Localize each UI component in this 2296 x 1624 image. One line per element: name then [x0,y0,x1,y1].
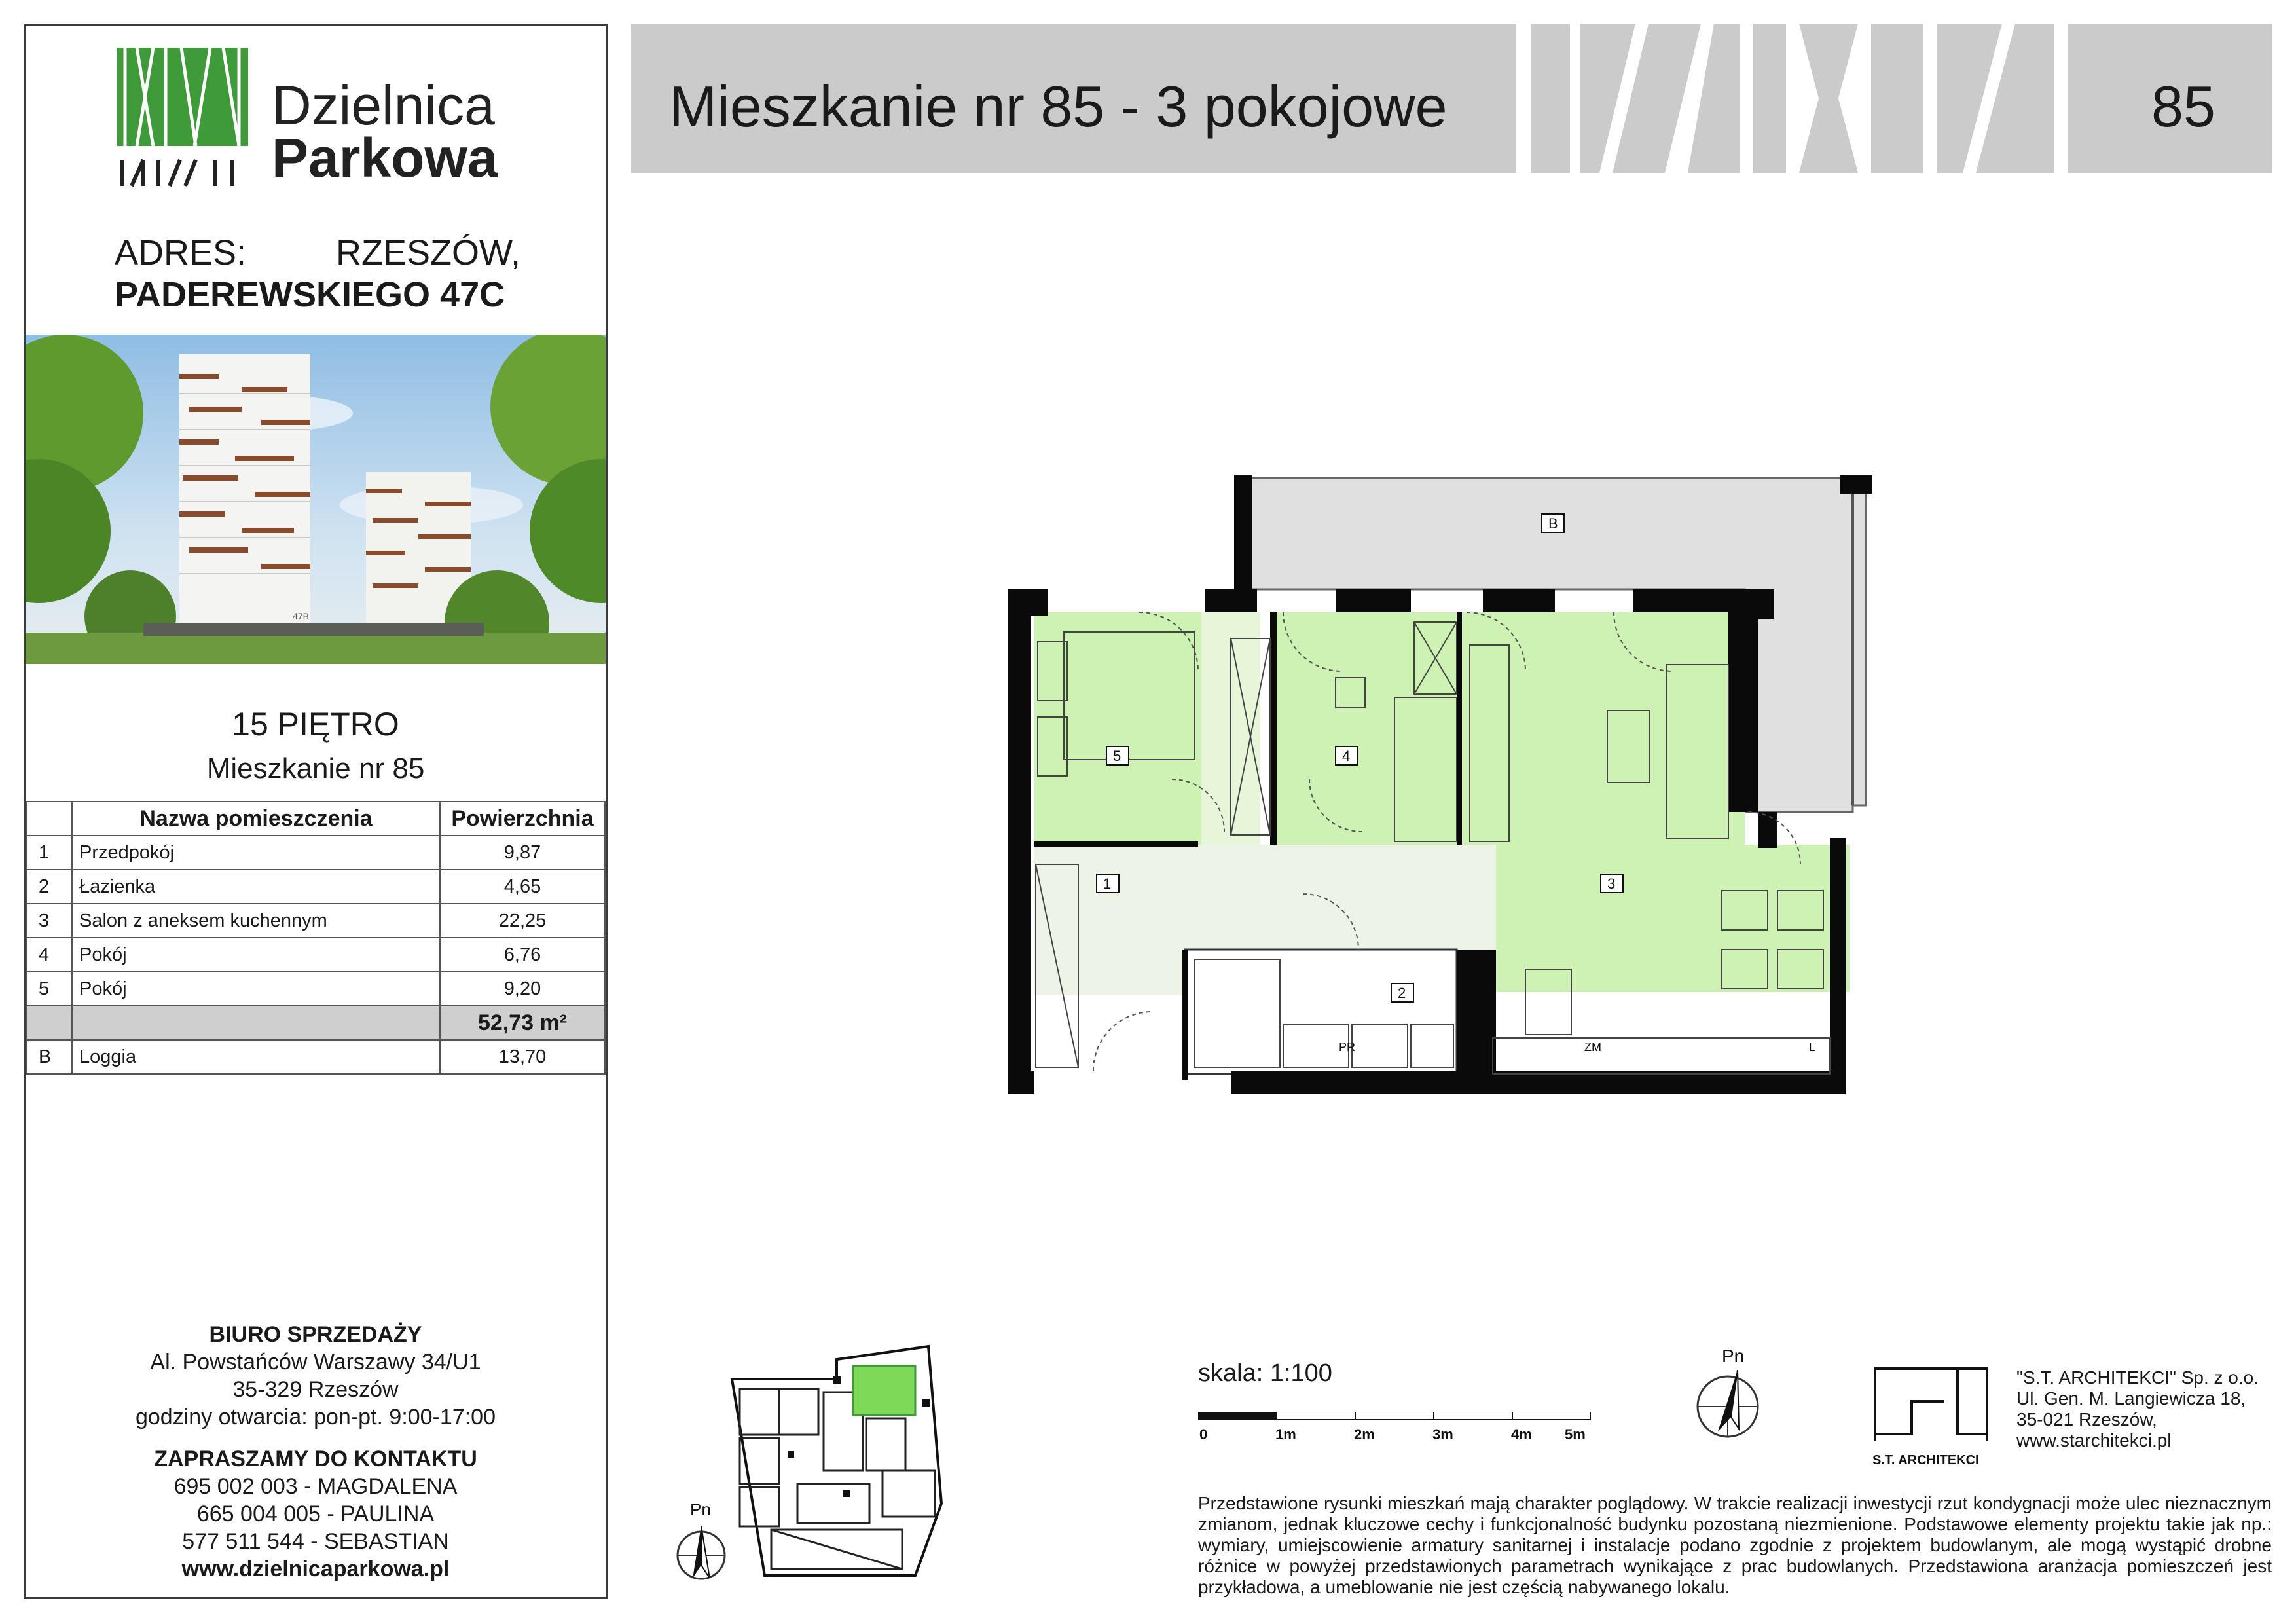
row-area: 9,87 [440,836,605,870]
building-photo [26,335,606,664]
phone-3[interactable]: 577 511 544 - SEBASTIAN [182,1529,449,1554]
mini-compass-icon [672,1500,731,1585]
row-area: 22,25 [440,904,605,938]
address-line-1 [115,232,520,273]
table-header-name: Nazwa pomieszczenia [72,802,440,836]
brand-logo [26,26,606,215]
scale-tick: 2m [1354,1426,1375,1443]
office-title: BIURO SPRZEDAŻY [209,1322,422,1347]
total-area: 52,73 m² [440,1006,605,1040]
left-panel [24,24,608,1599]
floor-label: 15 PIĘTRO [232,706,399,743]
scale-bar [1198,1412,1591,1451]
scale-tick: 5m [1565,1426,1586,1443]
table-row [26,938,605,972]
total-empty-num [26,1006,72,1040]
label-l: L [1809,1041,1816,1054]
disclaimer-text: Przedstawione rysunki mieszkań mają charakter poglądowy. W trakcie realizacji inwestycji rzut kondygnacji może ulec nieznacznym zmianom, jednak kluczowe cechy i funkcjonalność budynku pozostaną niezmienione. Podstawowe elementy projektu takie jak np.: wymiary, umiejscowienie armatury sanitarnej i instalacje podano zgodnie z projektem budowlanym, ale mogą wystąpić drobne różnice w powyżej przedstawionych parametrach wynikające z prac budowlanych. Przedstawiona aranżacja pomieszczeń jest przykładowa, a umeblowanie nie jest częścią nabywanego lokalu. [1198,1493,2272,1597]
mini-compass-label: Pn [690,1500,711,1519]
rooms-table [26,801,606,1075]
row-name: Łazienka [72,870,440,904]
row-name: Pokój [72,972,440,1006]
compass-label: Pn [1722,1346,1745,1366]
row-num: 5 [26,972,72,1006]
address-street: PADEREWSKIEGO 47C [115,275,505,314]
room-3-kitchen [1496,845,1850,992]
row-num: 2 [26,870,72,904]
table-total-row [26,1006,605,1040]
row-area: 6,76 [440,938,605,972]
table-row [26,870,605,904]
row-num: 1 [26,836,72,870]
scale-tick: 0 [1199,1426,1208,1443]
room-2 [1185,950,1457,1074]
row-name: Przedpokój [72,836,440,870]
scale-tick: 1m [1275,1426,1296,1443]
row-area: 9,20 [440,972,605,1006]
row-name: Pokój [72,938,440,972]
row-num: B [26,1040,72,1074]
total-empty-name [72,1006,440,1040]
floor-plan [1008,465,1886,1094]
table-header-area: Powierzchnia [440,802,605,836]
table-row-loggia [26,1040,605,1074]
table-row [26,904,605,938]
address-city: RZESZÓW, [336,233,520,272]
header-bar [631,24,1516,173]
table-header-num [26,802,72,836]
label-room-5: 5 [1113,748,1121,764]
office-city: 35-329 Rzeszów [232,1377,399,1402]
row-num: 3 [26,904,72,938]
row-area: 13,70 [440,1040,605,1074]
label-room-4: 4 [1342,748,1351,764]
architect-website[interactable]: www.starchitekci.pl [2016,1430,2172,1450]
header-decoration [1531,24,2107,173]
office-hours: godziny otwarcia: pon-pt. 9:00-17:00 [135,1405,496,1430]
architect-city: 35-021 Rzeszów, [2016,1409,2157,1430]
address-label: ADRES: [115,233,247,272]
office-street: Al. Powstańców Warszawy 34/U1 [150,1350,481,1375]
logo-sub-icon [117,157,248,189]
label-loggia: B [1548,515,1558,532]
phone-2[interactable]: 665 004 005 - PAULINA [196,1502,435,1526]
page-title: Mieszkanie nr 85 - 3 pokojowe [669,74,1448,139]
logo-mark-icon [117,48,248,146]
brand-name-line2: Parkowa [272,127,498,189]
phone-1[interactable]: 695 002 003 - MAGDALENA [173,1474,458,1499]
row-area: 4,65 [440,870,605,904]
label-room-3: 3 [1607,876,1616,892]
scale-label: skala: 1:100 [1198,1359,1332,1387]
row-name: Loggia [72,1040,440,1074]
row-name: Salon z aneksem kuchennym [72,904,440,938]
row-num: 4 [26,938,72,972]
flat-number-box [2095,24,2272,173]
building-tag: 47B [293,611,309,621]
sales-office [26,1321,606,1583]
scale-tick: 3m [1432,1426,1453,1443]
flat-label: Mieszkanie nr 85 [206,752,425,784]
label-zm: ZM [1584,1041,1601,1054]
architect-street: Ul. Gen. M. Langiewicza 18, [2016,1388,2246,1409]
contact-title: ZAPRASZAMY DO KONTAKTU [154,1447,477,1471]
label-room-2: 2 [1398,985,1406,1001]
architect-logo-icon [1872,1362,1990,1473]
scale-tick: 4m [1511,1426,1532,1443]
table-row [26,972,605,1006]
flat-number: 85 [2151,74,2215,139]
building-illustration [26,335,606,664]
table-header-row [26,802,605,836]
table-row [26,836,605,870]
website-link[interactable]: www.dzielnicaparkowa.pl [181,1557,450,1581]
architect-info [2016,1367,2259,1451]
label-pr: PR [1339,1041,1356,1054]
room-5 [1034,612,1201,845]
architect-name: "S.T. ARCHITEKCI" Sp. z o.o. [2016,1367,2259,1388]
brand-name-line1: Dzielnica [272,75,495,136]
architect-logo-caption: S.T. ARCHITEKCI [1872,1453,1979,1467]
floor-key-plan [725,1340,978,1582]
compass-icon [1685,1346,1770,1445]
label-room-1: 1 [1103,876,1112,892]
